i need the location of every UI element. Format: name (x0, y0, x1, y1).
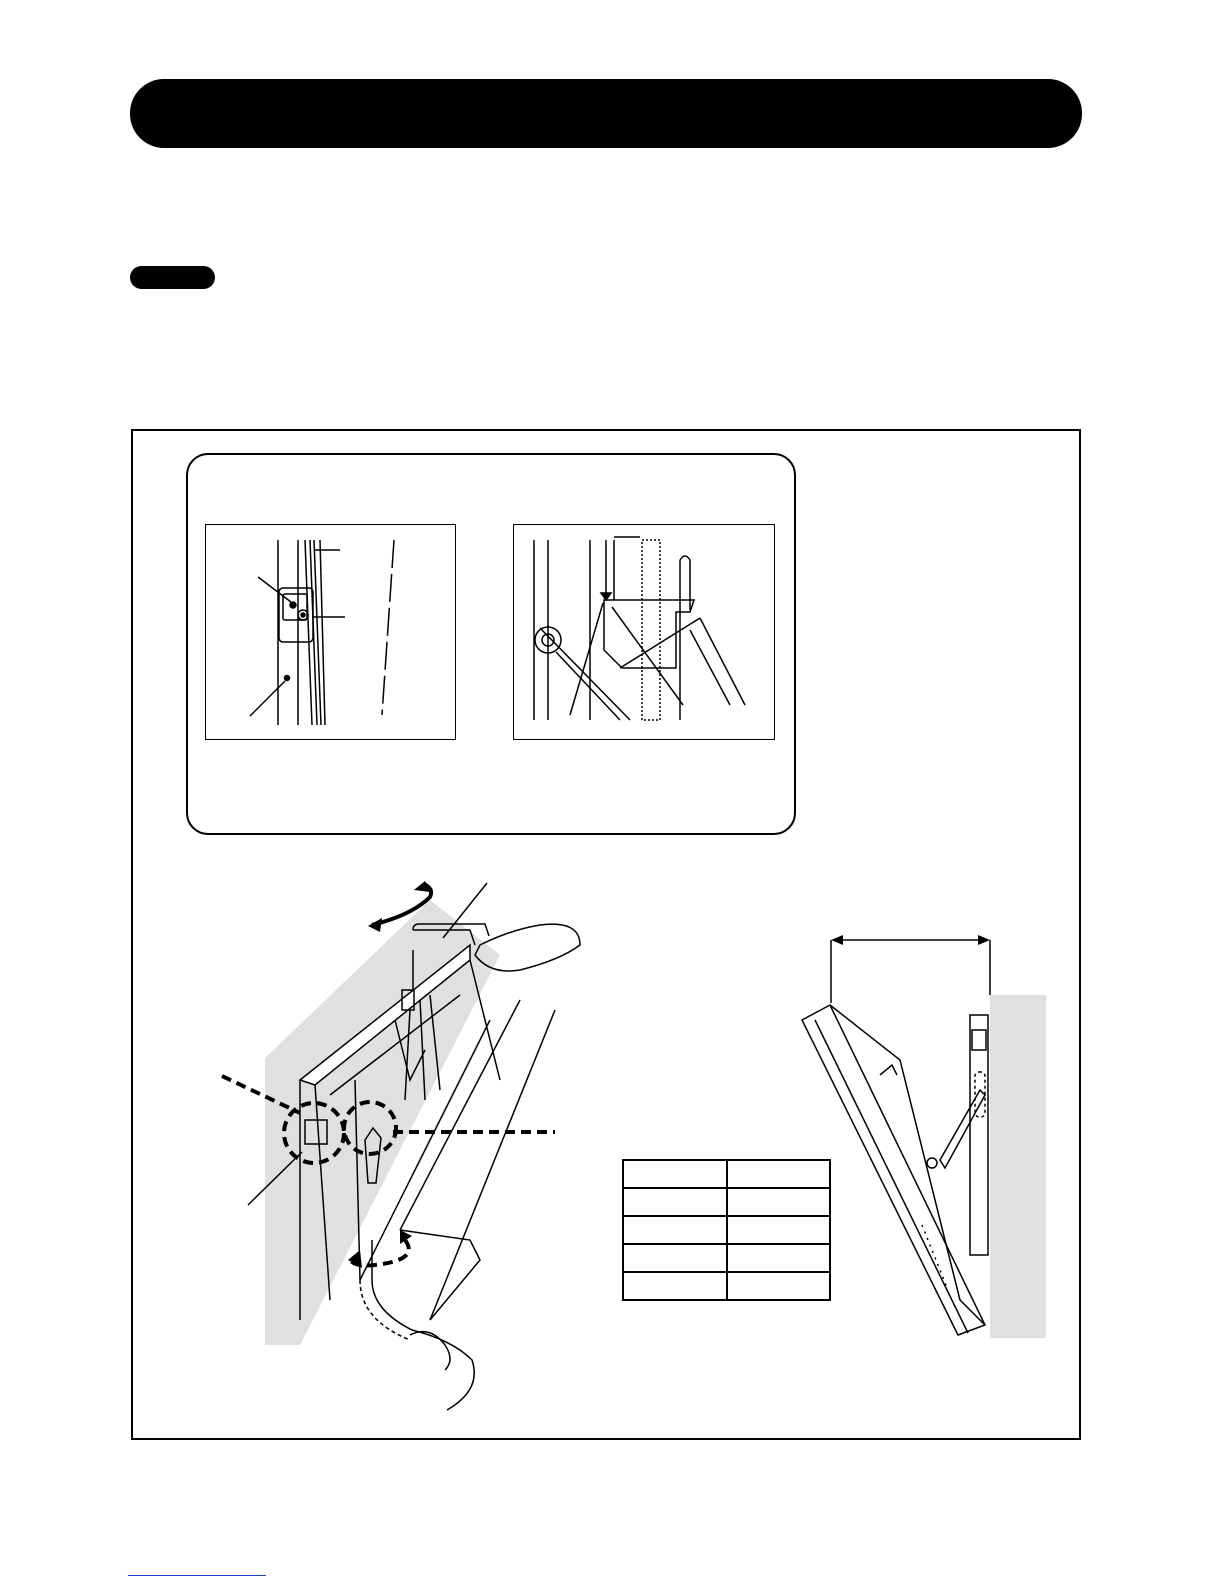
table-cell (623, 1216, 727, 1244)
footer-link-underline[interactable] (128, 1575, 266, 1576)
side-view-illustration (802, 935, 1046, 1338)
table-cell (727, 1188, 831, 1216)
table-cell (623, 1244, 727, 1272)
table-cell (727, 1160, 831, 1188)
table-row (623, 1188, 830, 1216)
table-cell (727, 1244, 831, 1272)
table-row (623, 1160, 830, 1188)
table-row (623, 1244, 830, 1272)
table-cell (623, 1188, 727, 1216)
table-row (623, 1272, 830, 1300)
left-detail-drawing (250, 540, 394, 725)
table-cell (623, 1160, 727, 1188)
table-cell (727, 1216, 831, 1244)
table-cell (727, 1272, 831, 1300)
angle-table (622, 1159, 831, 1301)
wall-mount-illustration (222, 881, 580, 1410)
table-cell (623, 1272, 727, 1300)
right-detail-drawing (534, 537, 745, 720)
table-row (623, 1216, 830, 1244)
